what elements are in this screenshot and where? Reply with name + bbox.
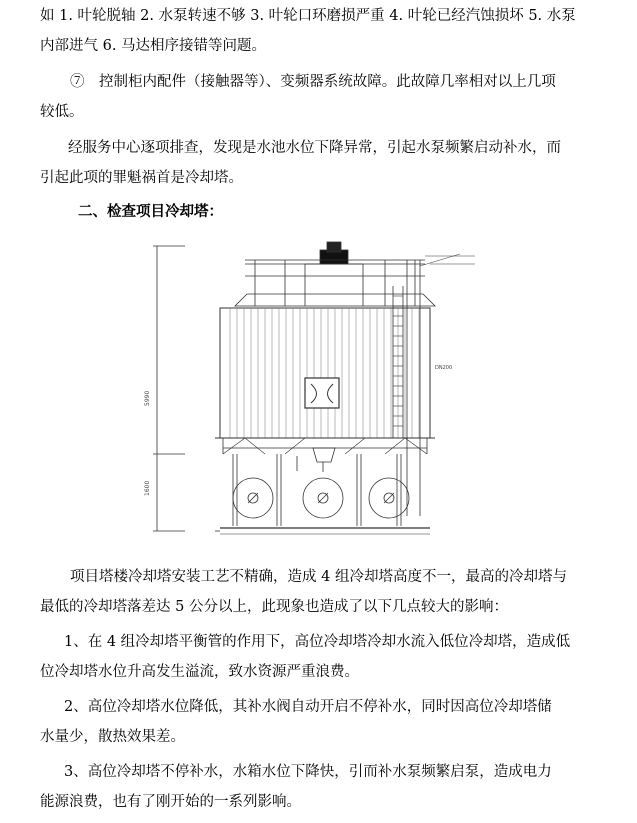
paragraph-2-line-1: ⑦ 控制柜内配件（接触器等）、变频器系统故障。此故障几率相对以上几项 (70, 74, 556, 90)
paragraph-3-line-1: 经服务中心逐项排查，发现是水池水位下降异常，引起水泵频繁启动补水，而 (68, 140, 561, 156)
paragraph-1-line-2: 内部进气 6. 马达相序接错等问题。 (40, 38, 267, 54)
section-heading: 二、检查项目冷却塔： (78, 203, 223, 220)
dim-body-label: DN200 (435, 365, 453, 371)
paragraph-1-line-1: 如 1. 叶轮脱轴 2. 水泵转速不够 3. 叶轮口环磨损严重 4. 叶轮已经汽蚀损坏 5. 水泵 (40, 8, 576, 24)
paragraph-5-line-2: 位冷却塔水位升高发生溢流，致水资源严重浪费。 (40, 664, 359, 680)
paragraph-6-line-2: 水量少，散热效果差。 (40, 729, 185, 745)
dim-base-label: 1600 (144, 480, 151, 496)
paragraph-7-line-1: 3、高位冷却塔不停补水，水箱水位下降快，引而补水泵频繁启泵，造成电力 (64, 764, 552, 780)
paragraph-4-line-1: 项目塔楼冷却塔安装工艺不精确，造成 4 组冷却塔高度不一，最高的冷却塔与 (70, 569, 567, 585)
paragraph-2-line-2: 较低。 (40, 104, 84, 120)
paragraph-7-line-2: 能源浪费，也有了刚开始的一系列影响。 (40, 794, 301, 810)
paragraph-4-line-2: 最低的冷却塔落差达 5 公分以上，此现象也造成了以下几点较大的影响： (40, 599, 508, 615)
paragraph-3-line-2: 引起此项的罪魁祸首是冷却塔。 (40, 170, 243, 186)
paragraph-6-line-1: 2、高位冷却塔水位降低，其补水阀自动开启不停补水，同时因高位冷却塔储 (64, 699, 552, 715)
dim-total-label: 5990 (144, 390, 151, 406)
cooling-tower-drawing (145, 226, 485, 546)
paragraph-5-line-1: 1、在 4 组冷却塔平衡管的作用下，高位冷却塔冷却水流入低位冷却塔，造成低 (64, 634, 571, 650)
